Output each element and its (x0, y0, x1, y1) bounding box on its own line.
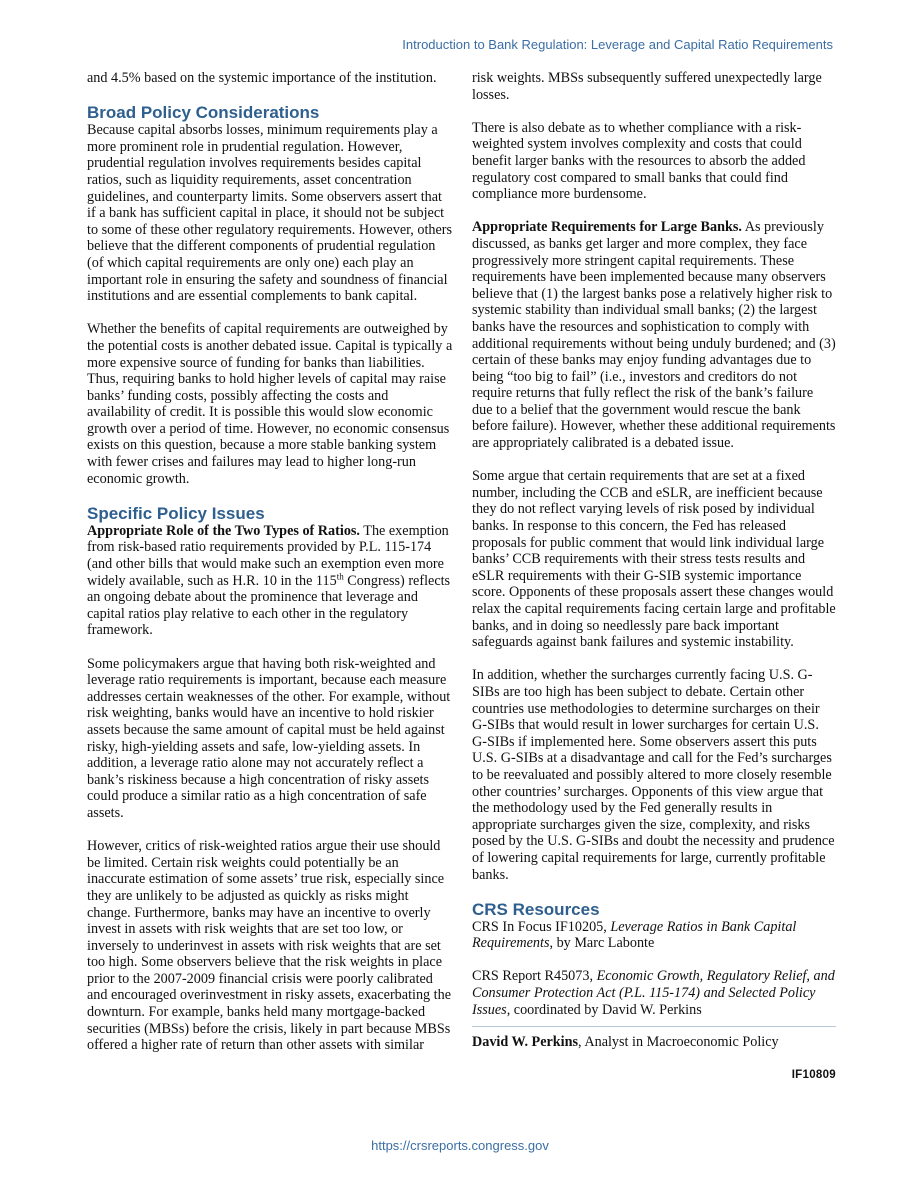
right-column (472, 70, 836, 1084)
left-column (87, 70, 453, 1054)
complexity-debate-paragraph: There is also debate as to whether compliance with a risk-weighted system involves complexity and costs that could benefit larger banks with the resources to absorb the added regulatory cost compared to small banks that could find compliance more burdensome. (472, 119, 806, 203)
author-name: David W. Perkins (472, 1034, 579, 1051)
crs-resources-heading: CRS Resources (472, 899, 600, 919)
author-line (472, 1034, 836, 1051)
resource-item (472, 968, 836, 1018)
resource-2-suffix: , coordinated by David W. Perkins (506, 1001, 702, 1018)
author-divider (472, 1026, 836, 1027)
resource-2-prefix: CRS Report R45073, (472, 968, 597, 985)
broad-paragraph-2: Whether the benefits of capital requirements are outweighed by the potential costs is another debated issue. Capital is typically a more expensive source of funding for banks than liabilities. Thus, requiring banks to hold higher levels of capital may raise banks’ funding costs, possibly affecting the costs and availability of credit. It is possible this would slow economic growth over a period of time. However, no economic consensus exists on this question, because a more stable banking system with fewer crises and failures may lead to higher long-run economic growth. (87, 321, 453, 487)
resource-item (472, 919, 836, 952)
large-banks-paragraph (472, 219, 836, 451)
footer-url[interactable]: https://crsreports.congress.gov (371, 1138, 549, 1153)
role-of-ratios-paragraph (87, 523, 453, 639)
fixed-requirements-paragraph: Some argue that certain requirements that are set at a fixed number, including the CCB and eSLR, are inefficient because they do not reflect varying levels of risk posed by individual banks. In response to this concern, the Fed has released proposals for public comment that would link individual large banks’ CCB requirements with their stress tests results and eSLR requirements with their G-SIB systemic importance score. Opponents of these proposals assert these changes would relax the capital requirements facing certain large and profitable banks, and in doing so needlessly pare back important safeguards against bank failures and systemic instability. (472, 468, 836, 651)
surcharges-paragraph: In addition, whether the surcharges currently facing U.S. G-SIBs are too high has been subject to debate. Certain other countries use methodologies to determine surcharges on their G-SIBs that would result in lower surcharges for certain U.S. G-SIBs if implemented here. Some observers assert this puts U.S. G-SIBs at a disadvantage and call for the Fed’s surcharges to be reevaluated and possibly altered to more closely resemble other countries’ surcharges. Opponents of this view argue that the methodology used by the Fed generally results in appropriate surcharges given the size, complexity, and risks posed by the U.S. G-SIBs and doubt the necessity and prudence of lowering capital requirements for large, currently profitable banks. (472, 667, 835, 883)
running-header: Introduction to Bank Regulation: Leverage and Capital Ratio Requirements (402, 37, 833, 52)
ordinal-superscript: th (336, 570, 344, 581)
large-banks-leadin: Appropriate Requirements for Large Banks. (472, 219, 742, 236)
resource-2-title: Economic Growth, Regulatory Relief, and Consumer Protection Act (P.L. 115-174) and Selected Policy Issues (472, 968, 835, 1018)
role-text-b: Congress) reflects an ongoing debate about the prominence that leverage and capital ratios play relative to each other in the regulatory framework. (87, 572, 451, 639)
resource-1-title: Leverage Ratios in Bank Capital Requirements (472, 918, 797, 952)
large-banks-text: As previously discussed, as banks get larger and more complex, they face progressively more stringent capital requirements. These requirements have been implemented because many observers believe that (1) the largest banks pose a relatively higher risk to systemic stability than individual small banks; (2) the largest banks have the resources and sophistication to comply with additional requirements without being unduly burdened; and (3) certain of these banks may enjoy funding advantages due to being “too big to fail” (i.e., investors and creditors do not require returns that fully reflect the risk of the bank’s failure due to a belief that the government would rescue the bank before failure). However, whether these additional requirements are appropriately calibrated is a debated issue. (472, 219, 836, 452)
critics-paragraph: However, critics of risk-weighted ratios argue their use should be limited. Certain risk weights could potentially be an inaccurate estimation of some assets’ true risk, especially since they are unlikely to be adjusted as quickly as risks might change. Furthermore, banks may have an incentive to overly invest in assets with risk weights that are set too low, or inversely to underinvest in assets with risk weights that are set too high. Some observers believe that the risk weights in place prior to the 2007-2009 financial crisis were poorly calibrated and encouraged overinvestment in risky assets, exacerbating the downturn. For example, banks held many mortgage-backed securities (MBSs) before the crisis, likely in part because MBSs offered a higher rate of return than other assets with similar (87, 838, 452, 1054)
broad-paragraph-1: Because capital absorbs losses, minimum requirements play a more prominent role in prudential regulation. However, prudential regulation involves requirements besides capital ratios, such as liquidity requirements, asset concentration guidelines, and counterparty limits. Some observers assert that if a bank has sufficient capital in place, it should not be subject to some of these other regulatory requirements. However, others believe that the different components of prudential regulation (of which capital requirements are only one) each play an important role in ensuring the safety and soundness of financial institutions and are essential complements to bank capital. (87, 122, 453, 305)
continued-paragraph: and 4.5% based on the systemic importance of the institution. (87, 70, 437, 86)
policymakers-paragraph: Some policymakers argue that having both risk-weighted and leverage ratio requirements is important, because each measure addresses certain weaknesses of the other. For example, without risk weighting, banks would have an incentive to hold riskier assets because the same amount of capital must be held against risky, high-yielding assets and safe, low-yielding assets. In addition, a leverage ratio alone may not accurately reflect a bank’s riskiness because a high concentration of risky assets could produce a similar ratio as a high concentration of safe assets. (87, 655, 451, 821)
continued-paragraph-right: risk weights. MBSs subsequently suffered unexpectedly large losses. (472, 70, 822, 103)
broad-policy-heading: Broad Policy Considerations (87, 103, 320, 123)
document-id: IF10809 (791, 1069, 836, 1082)
resource-1-suffix: , by Marc Labonte (549, 935, 655, 952)
role-of-ratios-leadin: Appropriate Role of the Two Types of Ratios. (87, 522, 360, 539)
specific-policy-heading: Specific Policy Issues (87, 503, 265, 523)
resource-1-prefix: CRS In Focus IF10205, (472, 918, 611, 935)
role-text-a: The exemption from risk-based ratio requirements provided by P.L. 115-174 (and other bills that would make such an exemption even more widely available, such as H.R. 10 in the 115 (87, 522, 449, 589)
author-role: , Analyst in Macroeconomic Policy (578, 1034, 779, 1051)
